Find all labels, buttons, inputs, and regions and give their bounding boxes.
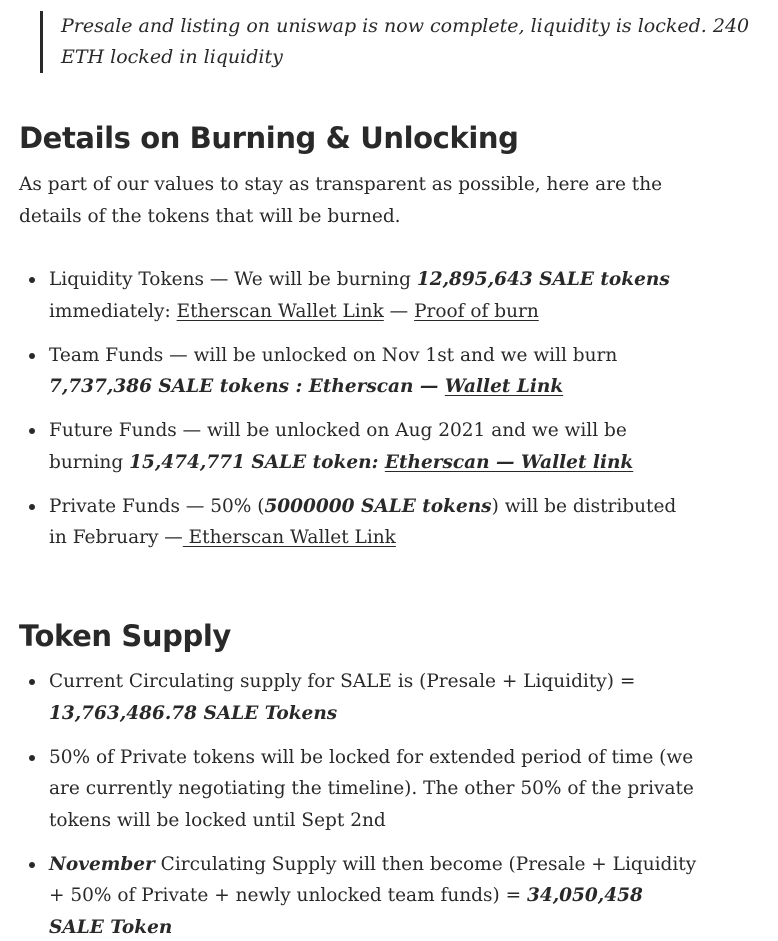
item-text: 50% of Private tokens will be locked for extended period of time (we are currently negotiating the timeline). The other 50% of the private tokens will be locked until Sept 2nd bbox=[49, 746, 694, 831]
item-bold-text: 15,474,771 SALE token: bbox=[129, 451, 385, 473]
item-text: Liquidity Tokens — We will be burning bbox=[49, 269, 417, 290]
item-separator: — bbox=[383, 300, 415, 322]
item-bold-amount: 13,763,486.78 SALE Tokens bbox=[49, 702, 338, 724]
team-wallet-link[interactable]: Wallet Link bbox=[444, 376, 564, 397]
item-bold-amount bbox=[49, 376, 563, 397]
item-bold-lead: November bbox=[49, 853, 155, 875]
etherscan-wallet-link[interactable]: Etherscan Wallet Link bbox=[176, 300, 384, 322]
quote-text: Presale and listing on uniswap is now complete, liquidity is locked. 240 ETH locked in liquidity bbox=[61, 15, 750, 68]
item-bold-amount: 5000000 SALE tokens bbox=[264, 495, 492, 517]
blockquote-presale-status bbox=[40, 11, 751, 73]
burn-list bbox=[19, 264, 699, 566]
details-intro: As part of our values to stay as transparent as possible, here are the details of the tokens that will be burned. bbox=[19, 174, 663, 227]
heading-burning-unlocking: Details on Burning & Unlocking bbox=[19, 121, 519, 155]
item-text: Circulating Supply will then become (Presale + Liquidity + 50% of Private + newly unlocked team funds) = bbox=[49, 853, 697, 906]
private-wallet-link[interactable]: Etherscan Wallet Link bbox=[182, 527, 396, 548]
item-bold-amount: 34,050,458 SALE Token bbox=[49, 885, 643, 938]
item-bold-amount: 12,895,643 SALE tokens bbox=[416, 269, 670, 290]
item-text: immediately: bbox=[49, 300, 177, 322]
supply-list bbox=[19, 666, 699, 941]
list-item-private-funds bbox=[19, 491, 699, 554]
item-text: Private Funds — 50% ( bbox=[49, 495, 265, 517]
item-bold-text: 7,737,386 SALE tokens : Etherscan — bbox=[49, 376, 445, 397]
future-wallet-link[interactable]: Etherscan — Wallet link bbox=[384, 451, 634, 473]
item-bold-amount bbox=[129, 452, 633, 473]
list-item-private-lock bbox=[19, 742, 699, 837]
item-text: Future Funds — will be unlocked on Aug 2021 and we will be burning bbox=[49, 420, 627, 473]
item-text: ) will be distributed in February — bbox=[49, 495, 677, 548]
heading-token-supply: Token Supply bbox=[19, 619, 231, 653]
list-item-team-funds bbox=[19, 340, 699, 403]
list-item-november-supply bbox=[19, 849, 699, 941]
list-item-current-supply bbox=[19, 666, 699, 729]
list-item-future-funds bbox=[19, 415, 699, 478]
proof-of-burn-link[interactable]: Proof of burn bbox=[414, 300, 539, 322]
list-item-liquidity-tokens bbox=[19, 264, 699, 327]
item-text: Team Funds — will be unlocked on Nov 1st and we will burn bbox=[49, 344, 618, 366]
item-text: Current Circulating supply for SALE is (Presale + Liquidity) = bbox=[49, 671, 636, 692]
